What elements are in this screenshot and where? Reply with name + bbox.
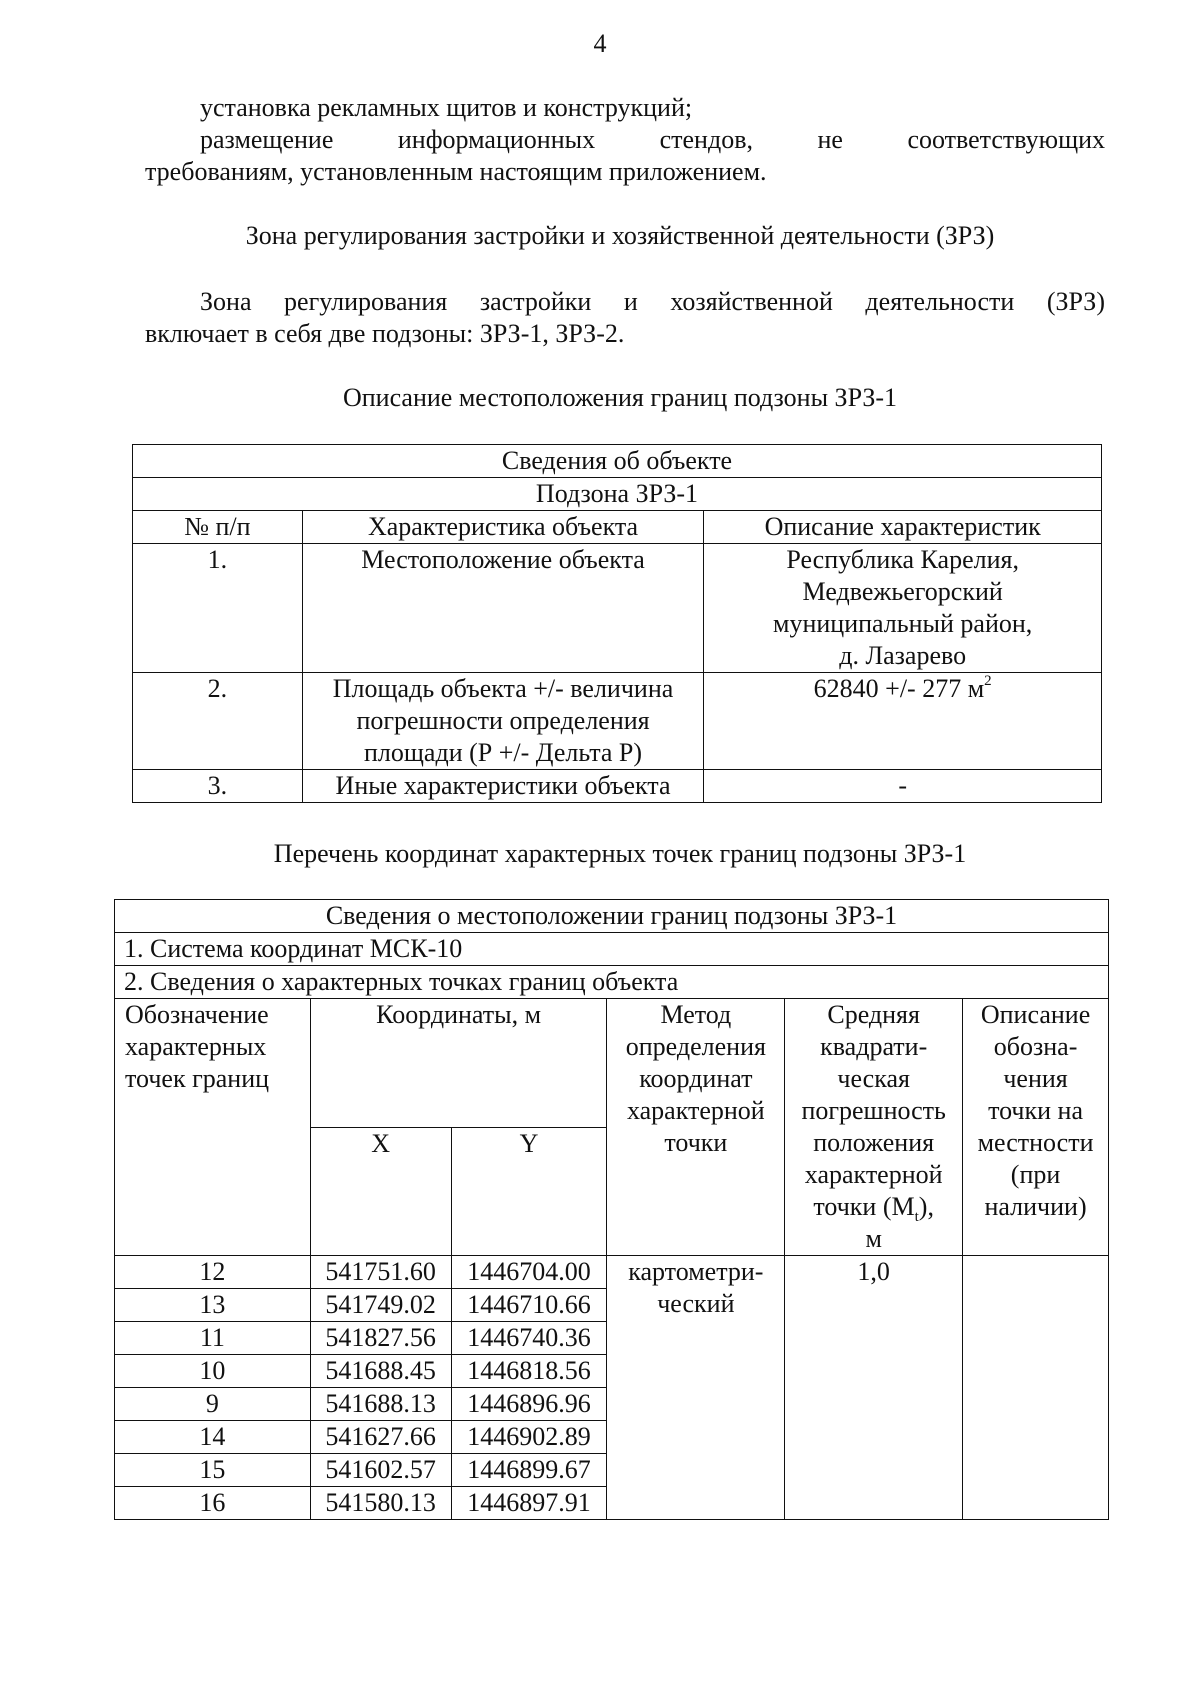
header-line: обозна- (993, 1032, 1078, 1061)
coordinates-table (114, 899, 1109, 1520)
coord-y: 1446740.36 (451, 1322, 607, 1355)
header-line: Обозначение (125, 1000, 269, 1029)
row1-num: 1. (133, 544, 303, 673)
points-header: 2. Сведения о характерных точках границ объекта (115, 966, 1109, 999)
table1-caption: Описание местоположения границ подзоны ЗРЗ-1 (342, 383, 898, 412)
coord-x: 541627.66 (310, 1421, 451, 1454)
point-id: 14 (115, 1421, 311, 1454)
header-line: квадрати- (820, 1032, 928, 1061)
header-line: чения (1003, 1064, 1068, 1093)
row2-num: 2. (133, 673, 303, 770)
header-line: точки (664, 1128, 728, 1157)
header-line: ческая (837, 1064, 910, 1093)
coord-y: 1446818.56 (451, 1355, 607, 1388)
col-header-characteristic: Характеристика объекта (302, 511, 704, 544)
col-header-x: X (310, 1127, 451, 1256)
error-value: 1,0 (785, 1256, 963, 1520)
coord-y: 1446710.66 (451, 1289, 607, 1322)
point-id: 11 (115, 1322, 311, 1355)
table-header-row (133, 511, 1102, 544)
table-row (133, 544, 1102, 673)
table-header-row (115, 966, 1109, 999)
header-line: наличии) (984, 1192, 1087, 1221)
area-value: 62840 +/- 277 м (813, 674, 985, 703)
coord-x: 541688.13 (310, 1388, 451, 1421)
point-id: 13 (115, 1289, 311, 1322)
table-row (115, 1256, 1109, 1289)
header-line: положения (813, 1128, 935, 1157)
header-line: координат (639, 1064, 753, 1093)
table-header-row (133, 478, 1102, 511)
desc-value (963, 1256, 1109, 1520)
value-line: д. Лазарево (839, 641, 967, 670)
intro-line-1: установка рекламных щитов и конструкций; (200, 93, 693, 122)
table-header-row (133, 445, 1102, 478)
header-line: (при (1010, 1160, 1061, 1189)
coord-x: 541827.56 (310, 1322, 451, 1355)
table1-header1: Сведения об объекте (133, 445, 1102, 478)
col-header-error (785, 999, 963, 1256)
table-header-row (115, 933, 1109, 966)
header-line: Метод (660, 1000, 732, 1029)
name-line: площади (Р +/- Дельта Р) (364, 738, 643, 767)
method-line: ческий (657, 1289, 735, 1318)
header-line: характерной (626, 1096, 765, 1125)
col-header-point (115, 999, 311, 1256)
header-subscript: t (914, 1209, 919, 1226)
table-header-row (115, 999, 1109, 1128)
header-line: погрешность (801, 1096, 946, 1125)
header-line: определения (625, 1032, 766, 1061)
col-header-desc (963, 999, 1109, 1256)
row3-name: Иные характеристики объекта (302, 770, 704, 803)
zone-para-line-1: Зона регулирования застройки и хозяйственной деятельности (ЗРЗ) (200, 287, 1105, 316)
row1-value (704, 544, 1102, 673)
header-line: точки на (988, 1096, 1084, 1125)
row3-value: - (704, 770, 1102, 803)
header-text: точки (M (813, 1192, 915, 1221)
col-header-method (607, 999, 785, 1256)
point-id: 10 (115, 1355, 311, 1388)
table2-caption: Перечень координат характерных точек границ подзоны ЗРЗ-1 (273, 839, 967, 868)
header-line: точек границ (125, 1064, 270, 1093)
header-line: Описание (980, 1000, 1091, 1029)
intro-line-3: требованиям, установленным настоящим приложением. (145, 157, 767, 186)
coord-y: 1446899.67 (451, 1454, 607, 1487)
header-text: ), (918, 1192, 934, 1221)
object-info-table (132, 444, 1102, 803)
zone-heading: Зона регулирования застройки и хозяйственной деятельности (ЗРЗ) (245, 221, 995, 250)
header-line: м (865, 1224, 882, 1253)
coord-x: 541688.45 (310, 1355, 451, 1388)
coord-y: 1446896.96 (451, 1388, 607, 1421)
coord-x: 541751.60 (310, 1256, 451, 1289)
method-value (607, 1256, 785, 1520)
intro-line-2: размещение информационных стендов, не соответствующих (200, 125, 1105, 154)
value-line: Медвежьегорский (802, 577, 1003, 606)
coord-system: 1. Система координат МСК-10 (115, 933, 1109, 966)
point-id: 16 (115, 1487, 311, 1520)
table2-header: Сведения о местоположении границ подзоны ЗРЗ-1 (115, 900, 1109, 933)
header-line: местности (977, 1128, 1094, 1157)
point-id: 15 (115, 1454, 311, 1487)
row2-value (704, 673, 1102, 770)
page-number: 4 (593, 29, 607, 58)
col-header-y: Y (451, 1127, 607, 1256)
coord-y: 1446704.00 (451, 1256, 607, 1289)
area-unit-exponent: 2 (984, 673, 992, 690)
coord-y: 1446897.91 (451, 1487, 607, 1520)
name-line: погрешности определения (356, 706, 650, 735)
value-line: муниципальный район, (773, 609, 1033, 638)
point-id: 12 (115, 1256, 311, 1289)
method-line: картометри- (628, 1257, 764, 1286)
col-header-description: Описание характеристик (704, 511, 1102, 544)
table1-header2: Подзона ЗРЗ-1 (133, 478, 1102, 511)
row3-num: 3. (133, 770, 303, 803)
point-id: 9 (115, 1388, 311, 1421)
coord-y: 1446902.89 (451, 1421, 607, 1454)
row2-name (302, 673, 704, 770)
zone-para-line-2: включает в себя две подзоны: ЗРЗ-1, ЗРЗ-2. (145, 319, 625, 348)
header-line: Средняя (827, 1000, 920, 1029)
row1-name: Местоположение объекта (302, 544, 704, 673)
name-line: Площадь объекта +/- величина (332, 674, 674, 703)
coord-x: 541580.13 (310, 1487, 451, 1520)
coord-x: 541602.57 (310, 1454, 451, 1487)
value-line: Республика Карелия, (786, 545, 1019, 574)
table-row (133, 770, 1102, 803)
header-line: характерных (125, 1032, 267, 1061)
coord-x: 541749.02 (310, 1289, 451, 1322)
header-line: характерной (804, 1160, 943, 1189)
header-line (789, 1191, 958, 1226)
col-header-num: № п/п (133, 511, 303, 544)
col-header-coords: Координаты, м (310, 999, 607, 1128)
table-header-row (115, 900, 1109, 933)
table-row (133, 673, 1102, 770)
